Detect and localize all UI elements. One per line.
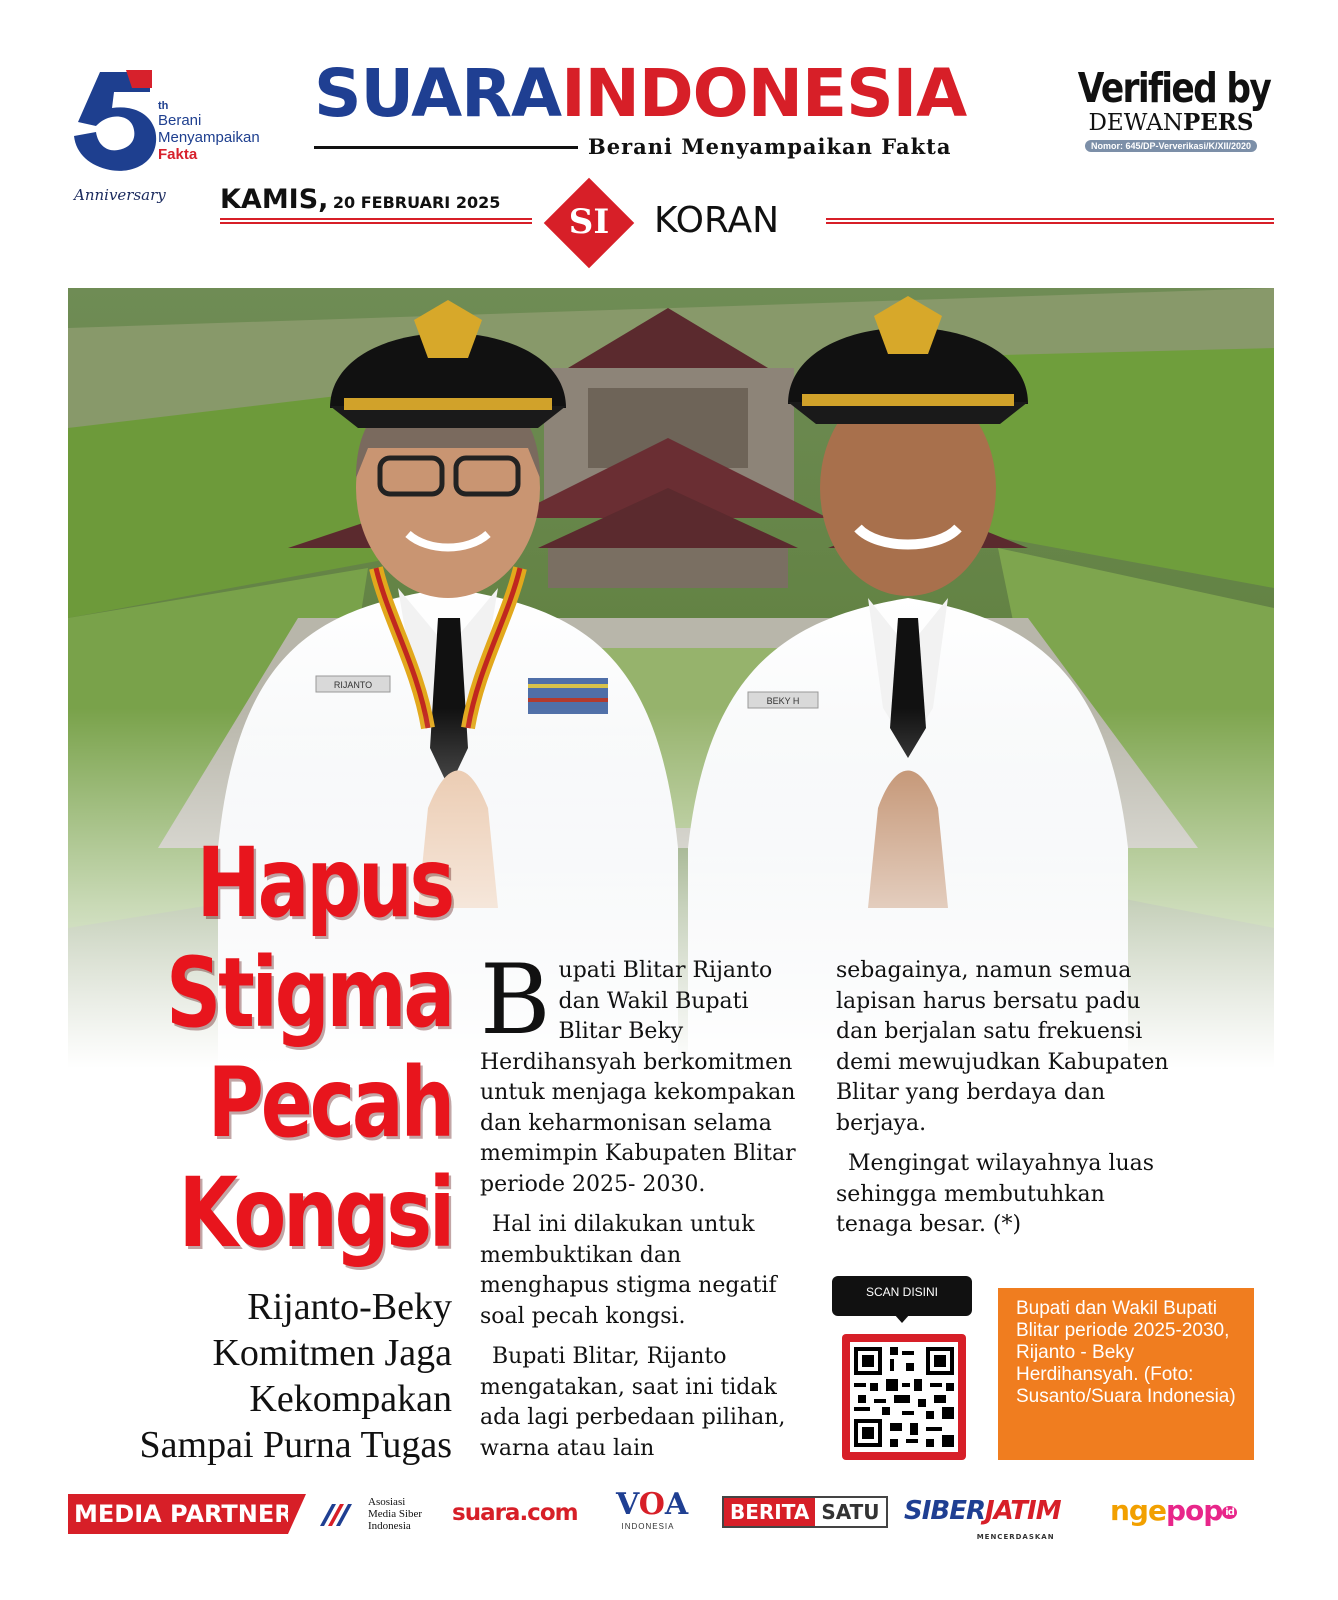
- anniversary-superscript: th: [158, 100, 169, 112]
- issue-day: KAMIS,: [220, 184, 329, 215]
- brand-underline: [314, 146, 578, 149]
- qr-code-icon: [850, 1342, 958, 1452]
- brand-tagline: Berani Menyampaikan Fakta: [588, 134, 952, 159]
- article-paragraph-1: Bupati Blitar Rijanto dan Wakil Bupati Blitar Beky Herdihansyah berkomitmen untuk menjaga kekompakan dan keharmonisan selama memimpin Kabupaten Blitar periode 2025- 2030.: [480, 944, 796, 1197]
- amsi-logo[interactable]: Asosiasi Media Siber Indonesia: [318, 1494, 448, 1534]
- verified-title: Verified by: [1077, 64, 1271, 112]
- amsi-bars-icon: [318, 1502, 362, 1528]
- ngepop-logo[interactable]: ngepop id: [1110, 1494, 1237, 1527]
- siberjatim-logo[interactable]: SIBERJATIM MENCERDASKAN: [904, 1496, 1061, 1541]
- masthead-rule-left: [220, 218, 532, 224]
- verified-number: Nomor: 645/DP-Ververikasi/K/XII/2020: [1085, 140, 1257, 152]
- svg-text:BEKY H: BEKY H: [766, 696, 800, 706]
- masthead-rule-right: [826, 218, 1274, 224]
- svg-text:RIJANTO: RIJANTO: [333, 680, 373, 690]
- article-paragraph-3: Bupati Blitar, Rijanto mengatakan, saat ini tidak ada lagi perbedaan pilihan, warna atau lain: [480, 1344, 786, 1461]
- voa-logo[interactable]: VOA INDONESIA: [616, 1487, 689, 1531]
- section-label: KORAN: [654, 200, 780, 241]
- article-column-1: [480, 944, 810, 1474]
- brand-title: SUARAINDONESIA: [314, 55, 967, 132]
- article-paragraph-5: Mengingat wilayahnya luas sehingga membutuhkan tenaga besar. (*): [836, 1151, 1155, 1237]
- beritasatu-logo[interactable]: BERITA SATU: [722, 1496, 888, 1528]
- media-partner-bar: [68, 1487, 1274, 1541]
- anniversary-five-icon: [70, 66, 160, 176]
- photo-caption: Bupati dan Wakil Bupati Blitar periode 2025-2030, Rijanto - Beky Herdihansyah. (Foto: Susanto/Suara Indonesia): [998, 1288, 1254, 1460]
- verified-badge: [1060, 66, 1282, 166]
- article-column-2: [836, 956, 1176, 1251]
- dropcap: B: [480, 944, 551, 1056]
- scan-label: SCAN DISINI: [832, 1276, 972, 1316]
- verified-org: DEWANPERS: [1088, 109, 1254, 136]
- article-subheadline: Rijanto-Beky Komitmen Jaga Kekompakan Sampai Purna Tugas: [139, 1286, 452, 1466]
- media-partner-label: MEDIA PARTNER: [68, 1494, 288, 1534]
- article-paragraph-2: Hal ini dilakukan untuk membuktikan dan menghapus stigma negatif soal pecah kongsi.: [480, 1212, 777, 1329]
- dateline: [220, 184, 500, 215]
- issue-date: 20 FEBRUARI 2025: [332, 193, 501, 212]
- brand-masthead: [314, 55, 1026, 159]
- article-headline: Hapus Stigma Pecah Kongsi: [166, 827, 452, 1269]
- anniversary-tagline: Berani Menyampaikan Fakta: [158, 112, 260, 163]
- suara-com-logo[interactable]: suara.com: [452, 1500, 578, 1526]
- article-paragraph-4: sebagainya, namun semua lapisan harus bersatu padu dan berjalan satu frekuensi demi mewujudkan Kabupaten Blitar yang berdaya dan berjaya.: [836, 958, 1169, 1136]
- si-logo: SI: [544, 178, 634, 268]
- qr-code[interactable]: [842, 1334, 966, 1460]
- anniversary-script: Anniversary: [74, 186, 166, 204]
